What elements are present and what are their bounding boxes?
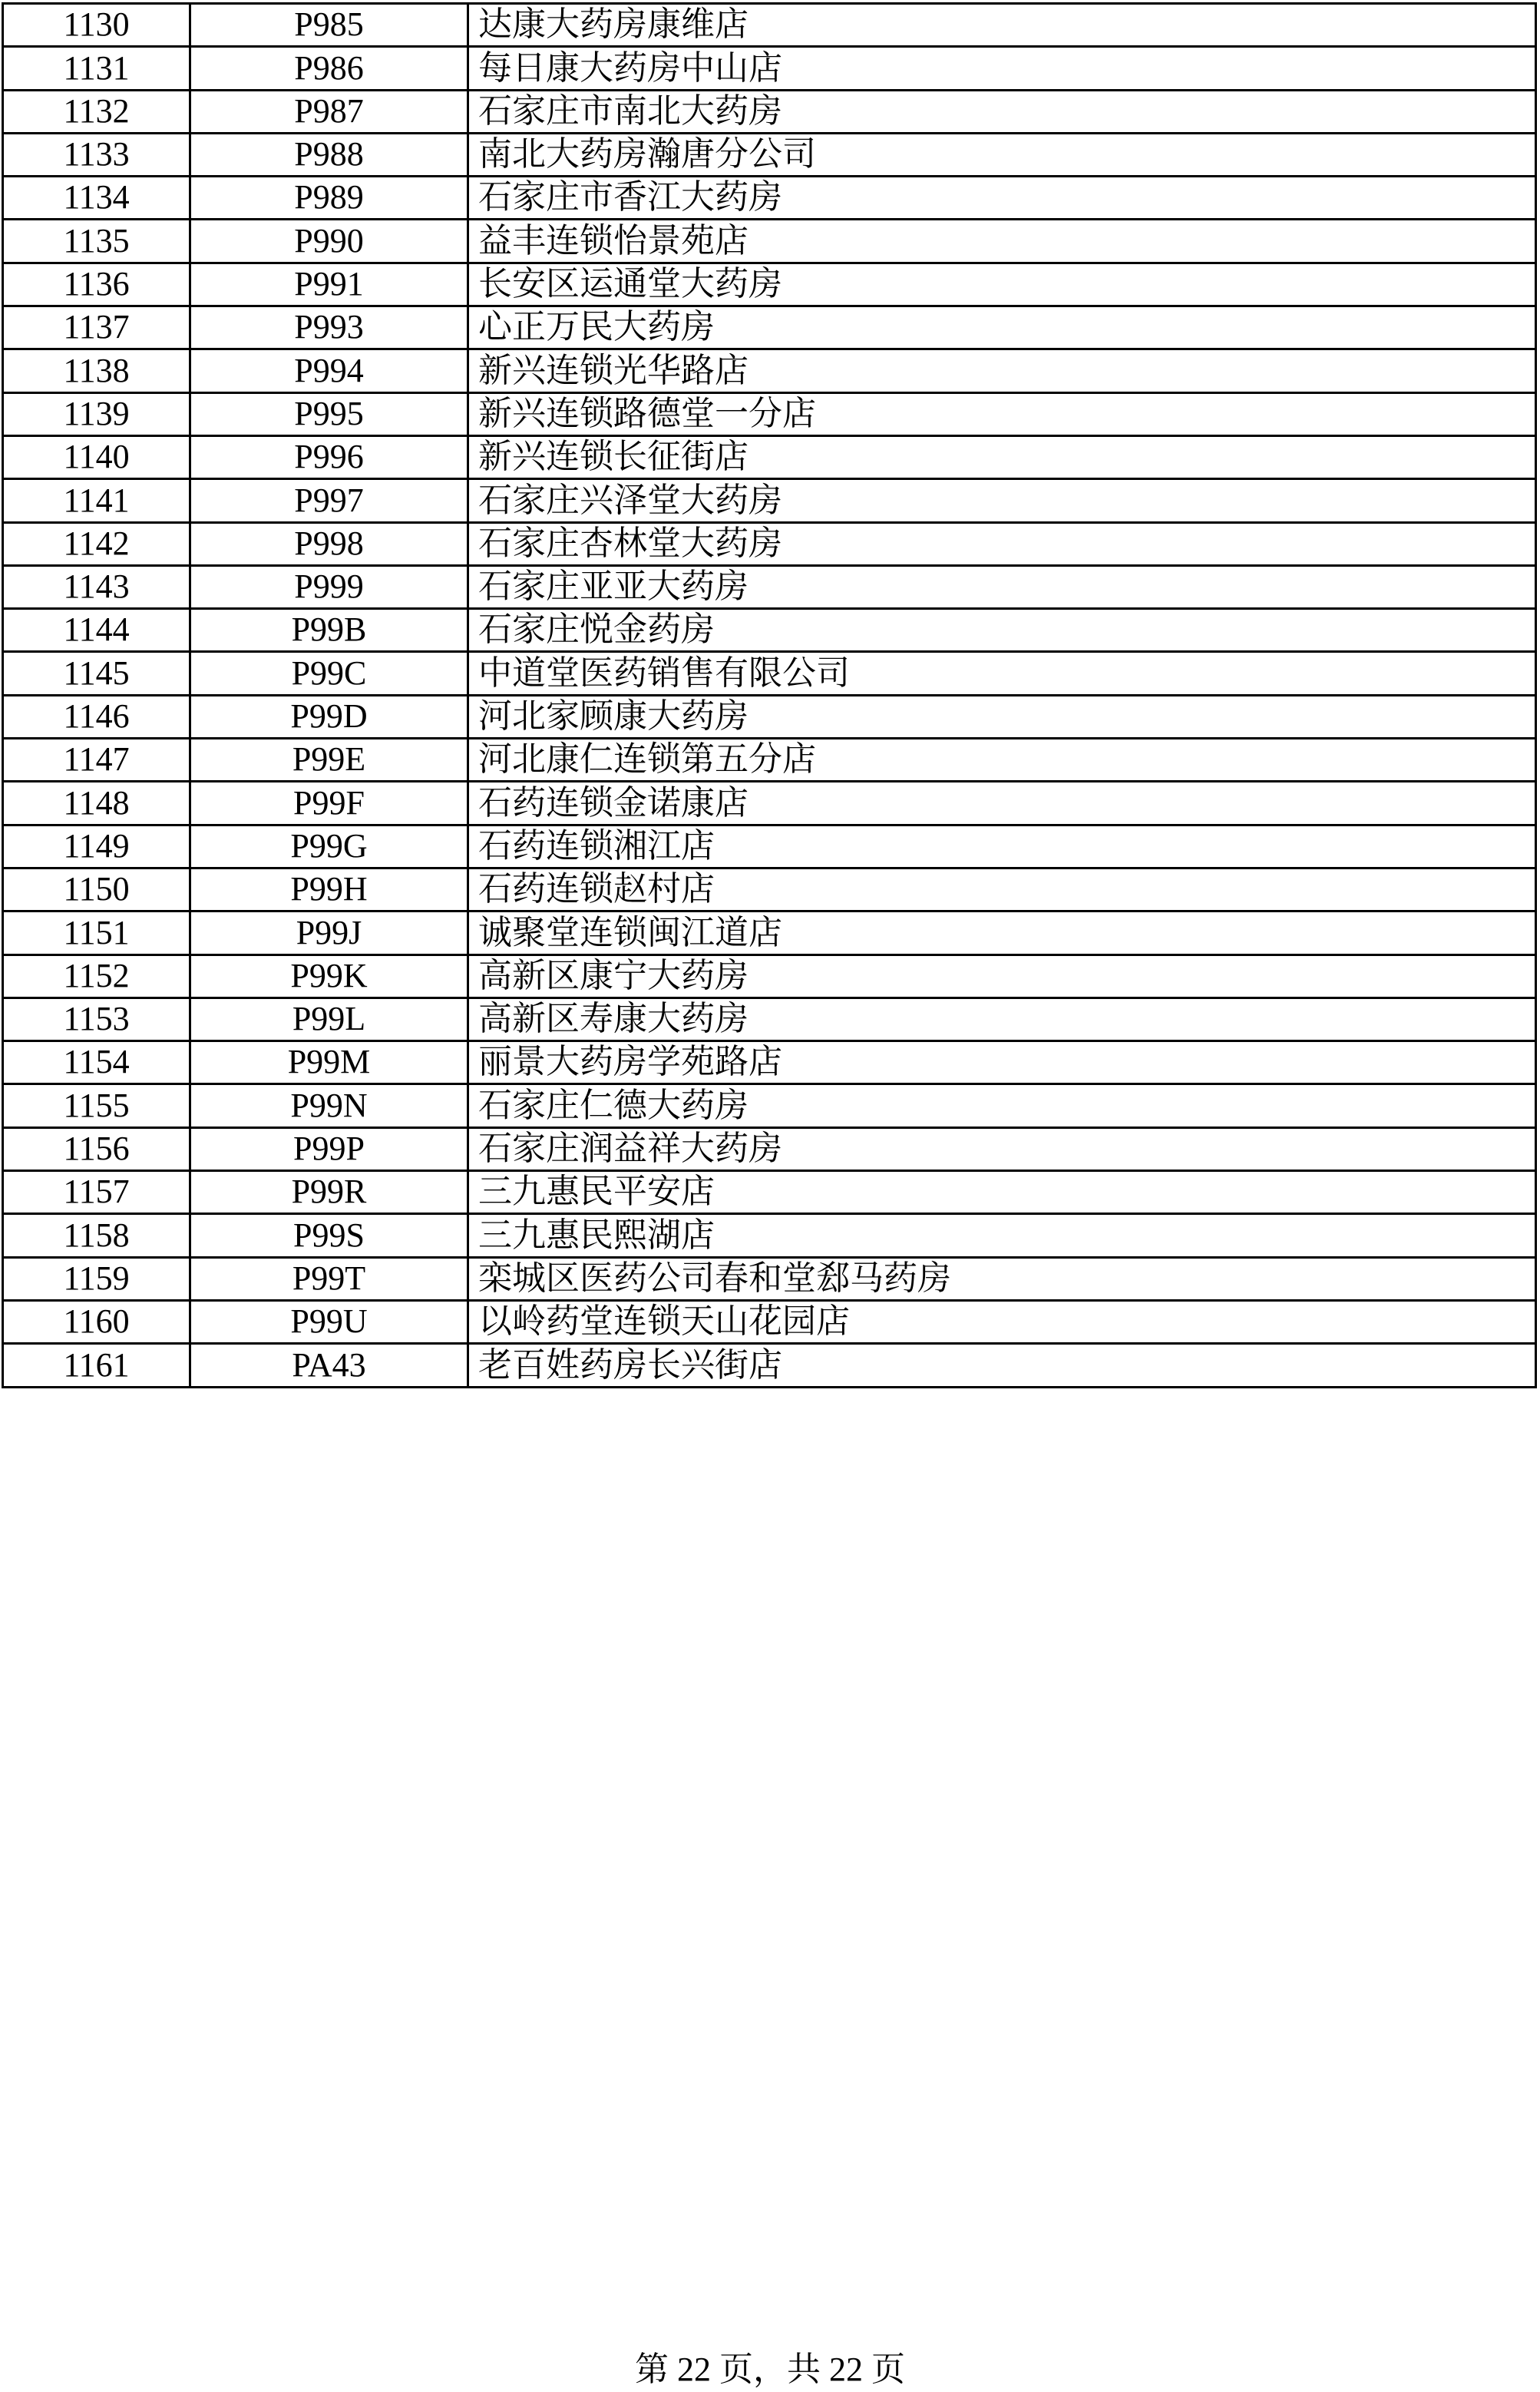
store-code-cell: P99C	[190, 652, 468, 695]
store-name-cell: 石家庄仁德大药房	[468, 1084, 1536, 1127]
row-number-cell: 1145	[3, 652, 190, 695]
store-name-cell: 长安区运通堂大药房	[468, 263, 1536, 306]
row-number-cell: 1156	[3, 1127, 190, 1170]
row-number-cell: 1134	[3, 177, 190, 220]
table-row	[3, 47, 1536, 90]
store-name-cell: 河北家顾康大药房	[468, 695, 1536, 738]
table-row	[3, 782, 1536, 825]
store-name-cell: 老百姓药房长兴街店	[468, 1344, 1536, 1387]
row-number-cell: 1132	[3, 90, 190, 133]
row-number-cell: 1135	[3, 220, 190, 263]
store-code-cell: P99T	[190, 1257, 468, 1300]
table-row	[3, 1344, 1536, 1387]
table-row	[3, 868, 1536, 911]
store-code-cell: P99D	[190, 695, 468, 738]
table-row	[3, 695, 1536, 738]
store-code-cell: P99J	[190, 911, 468, 954]
store-name-cell: 益丰连锁怡景苑店	[468, 220, 1536, 263]
store-name-cell: 以岭药堂连锁天山花园店	[468, 1300, 1536, 1343]
store-code-cell: P99E	[190, 739, 468, 782]
store-name-cell: 石药连锁金诺康店	[468, 782, 1536, 825]
store-code-cell: P99M	[190, 1041, 468, 1084]
store-code-cell: P989	[190, 177, 468, 220]
store-name-cell: 石家庄亚亚大药房	[468, 565, 1536, 608]
table-row	[3, 739, 1536, 782]
table-row	[3, 954, 1536, 997]
store-code-cell: P99L	[190, 997, 468, 1041]
store-name-cell: 石家庄润益祥大药房	[468, 1127, 1536, 1170]
row-number-cell: 1130	[3, 4, 190, 47]
store-code-cell: P986	[190, 47, 468, 90]
row-number-cell: 1146	[3, 695, 190, 738]
table-row	[3, 4, 1536, 47]
table-row	[3, 1127, 1536, 1170]
store-code-cell: P997	[190, 479, 468, 522]
table-row	[3, 133, 1536, 176]
store-name-cell: 每日康大药房中山店	[468, 47, 1536, 90]
store-name-cell: 石药连锁赵村店	[468, 868, 1536, 911]
store-code-cell: P996	[190, 435, 468, 478]
table-row	[3, 1300, 1536, 1343]
store-name-cell: 石家庄市南北大药房	[468, 90, 1536, 133]
row-number-cell: 1141	[3, 479, 190, 522]
store-list-table	[2, 2, 1537, 1388]
table-row	[3, 609, 1536, 652]
row-number-cell: 1139	[3, 392, 190, 435]
store-name-cell: 诚聚堂连锁闽江道店	[468, 911, 1536, 954]
store-code-cell: P99U	[190, 1300, 468, 1343]
store-name-cell: 新兴连锁光华路店	[468, 349, 1536, 392]
table-row	[3, 522, 1536, 565]
row-number-cell: 1131	[3, 47, 190, 90]
table-row	[3, 1041, 1536, 1084]
row-number-cell: 1157	[3, 1171, 190, 1214]
table-row	[3, 90, 1536, 133]
store-name-cell: 新兴连锁路德堂一分店	[468, 392, 1536, 435]
row-number-cell: 1148	[3, 782, 190, 825]
store-name-cell: 三九惠民熙湖店	[468, 1214, 1536, 1257]
table-row	[3, 1084, 1536, 1127]
store-code-cell: P99P	[190, 1127, 468, 1170]
page-number-footer: 第 22 页，共 22 页	[635, 2351, 905, 2388]
row-number-cell: 1149	[3, 825, 190, 868]
store-name-cell: 三九惠民平安店	[468, 1171, 1536, 1214]
store-name-cell: 石家庄市香江大药房	[468, 177, 1536, 220]
store-code-cell: P985	[190, 4, 468, 47]
store-code-cell: P99H	[190, 868, 468, 911]
store-name-cell: 石药连锁湘江店	[468, 825, 1536, 868]
store-name-cell: 高新区寿康大药房	[468, 997, 1536, 1041]
store-code-cell: PA43	[190, 1344, 468, 1387]
store-name-cell: 丽景大药房学苑路店	[468, 1041, 1536, 1084]
table-row	[3, 306, 1536, 349]
store-code-cell: P998	[190, 522, 468, 565]
table-row	[3, 435, 1536, 478]
table-row	[3, 911, 1536, 954]
store-table-body	[3, 4, 1536, 1388]
row-number-cell: 1154	[3, 1041, 190, 1084]
store-name-cell: 中道堂医药销售有限公司	[468, 652, 1536, 695]
store-name-cell: 心正万民大药房	[468, 306, 1536, 349]
store-code-cell: P99S	[190, 1214, 468, 1257]
table-row	[3, 997, 1536, 1041]
store-name-cell: 河北康仁连锁第五分店	[468, 739, 1536, 782]
row-number-cell: 1138	[3, 349, 190, 392]
store-code-cell: P99B	[190, 609, 468, 652]
store-code-cell: P99N	[190, 1084, 468, 1127]
row-number-cell: 1160	[3, 1300, 190, 1343]
store-code-cell: P99G	[190, 825, 468, 868]
table-row	[3, 1257, 1536, 1300]
table-row	[3, 263, 1536, 306]
row-number-cell: 1137	[3, 306, 190, 349]
store-name-cell: 达康大药房康维店	[468, 4, 1536, 47]
row-number-cell: 1143	[3, 565, 190, 608]
table-row	[3, 349, 1536, 392]
row-number-cell: 1152	[3, 954, 190, 997]
row-number-cell: 1150	[3, 868, 190, 911]
store-name-cell: 栾城区医药公司春和堂郄马药房	[468, 1257, 1536, 1300]
table-row	[3, 220, 1536, 263]
table-row	[3, 1171, 1536, 1214]
store-code-cell: P994	[190, 349, 468, 392]
store-name-cell: 石家庄兴泽堂大药房	[468, 479, 1536, 522]
table-row	[3, 1214, 1536, 1257]
table-row	[3, 825, 1536, 868]
store-name-cell: 南北大药房瀚唐分公司	[468, 133, 1536, 176]
table-row	[3, 177, 1536, 220]
row-number-cell: 1147	[3, 739, 190, 782]
store-code-cell: P987	[190, 90, 468, 133]
row-number-cell: 1151	[3, 911, 190, 954]
row-number-cell: 1158	[3, 1214, 190, 1257]
table-row	[3, 652, 1536, 695]
store-name-cell: 高新区康宁大药房	[468, 954, 1536, 997]
row-number-cell: 1159	[3, 1257, 190, 1300]
store-code-cell: P993	[190, 306, 468, 349]
row-number-cell: 1140	[3, 435, 190, 478]
row-number-cell: 1153	[3, 997, 190, 1041]
store-code-cell: P995	[190, 392, 468, 435]
store-code-cell: P991	[190, 263, 468, 306]
table-row	[3, 565, 1536, 608]
store-code-cell: P99R	[190, 1171, 468, 1214]
row-number-cell: 1155	[3, 1084, 190, 1127]
store-code-cell: P999	[190, 565, 468, 608]
row-number-cell: 1133	[3, 133, 190, 176]
row-number-cell: 1144	[3, 609, 190, 652]
table-row	[3, 392, 1536, 435]
row-number-cell: 1136	[3, 263, 190, 306]
store-code-cell: P990	[190, 220, 468, 263]
store-code-cell: P99K	[190, 954, 468, 997]
store-code-cell: P99F	[190, 782, 468, 825]
store-name-cell: 石家庄杏林堂大药房	[468, 522, 1536, 565]
table-row	[3, 479, 1536, 522]
store-name-cell: 石家庄悦金药房	[468, 609, 1536, 652]
store-code-cell: P988	[190, 133, 468, 176]
row-number-cell: 1161	[3, 1344, 190, 1387]
row-number-cell: 1142	[3, 522, 190, 565]
store-name-cell: 新兴连锁长征街店	[468, 435, 1536, 478]
